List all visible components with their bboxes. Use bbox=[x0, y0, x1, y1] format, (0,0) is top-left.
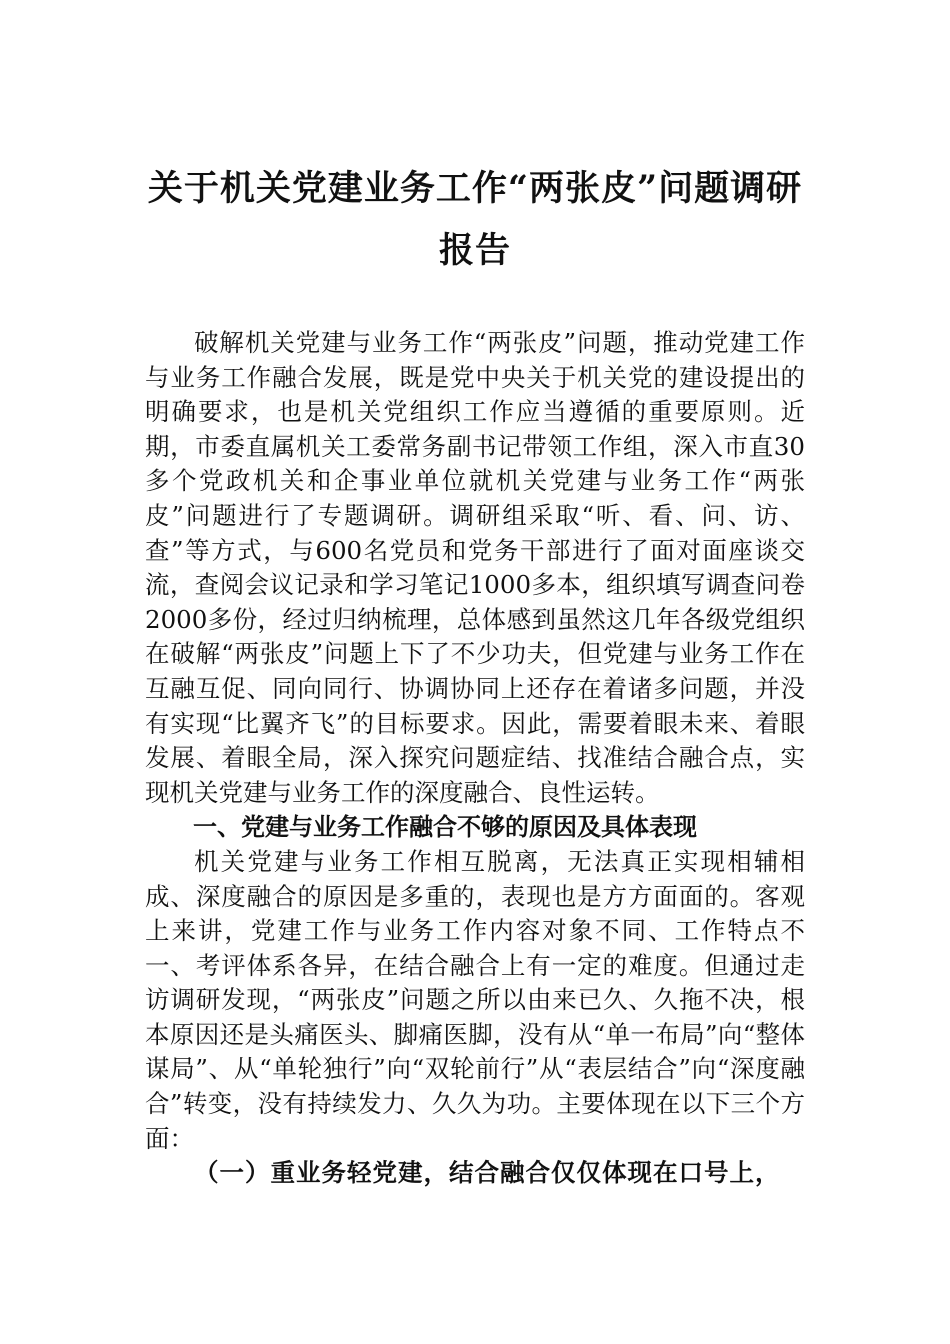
document-title: 关于机关党建业务工作“两张皮”问题调研报告 bbox=[147, 168, 803, 271]
intro-paragraph: 破解机关党建与业务工作“两张皮”问题，推动党建工作与业务工作融合发展，既是党中央关于机关党的建设提出的明确要求，也是机关党组织工作应当遵循的重要原则。近期，市委直属机关工委常务副书记带领工作组，深入市直30多个党政机关和企事业单位就机关党建与业务工作“两张皮”问题进行了专题调研。调研组采取“听、看、问、访、查”等方式，与600名党员和党务干部进行了面对面座谈交流，查阅会议记录和学习笔记1000多本，组织填写调查问卷2000多份，经过归纳梳理，总体感到虽然这几年各级党组织在破解“两张皮”问题上下了不少功夫，但党建与业务工作在互融互促、同向同行、协调协同上还存在着诸多问题，并没有实现“比翼齐飞”的目标要求。因此，需要着眼未来、着眼发展、着眼全局，深入探究问题症结、找准结合融合点，实现机关党建与业务工作的深度融合、良性运转。 bbox=[145, 328, 805, 807]
section-heading: 一、党建与业务工作融合不够的原因及具体表现 bbox=[193, 813, 697, 842]
document-body bbox=[145, 326, 805, 1191]
subsection-heading: （一）重业务轻党建，结合融合仅仅体现在口号上， bbox=[194, 1158, 781, 1188]
section-paragraph: 机关党建与业务工作相互脱离，无法真正实现相辅相成、深度融合的原因是多重的，表现也是方方面面的。客观上来讲，党建工作与业务工作内容对象不同、工作特点不一、考评体系各异，在结合融合上有一定的难度。但通过走访调研发现，“两张皮”问题之所以由来已久、久拖不决，根本原因还是头痛医头、脚痛医脚，没有从“单一布局”向“整体谋局”、从“单轮独行”向“双轮前行”从“表层结合”向“深度融合”转变，没有持续发力、久久为功。主要体现在以下三个方面： bbox=[145, 846, 805, 1153]
